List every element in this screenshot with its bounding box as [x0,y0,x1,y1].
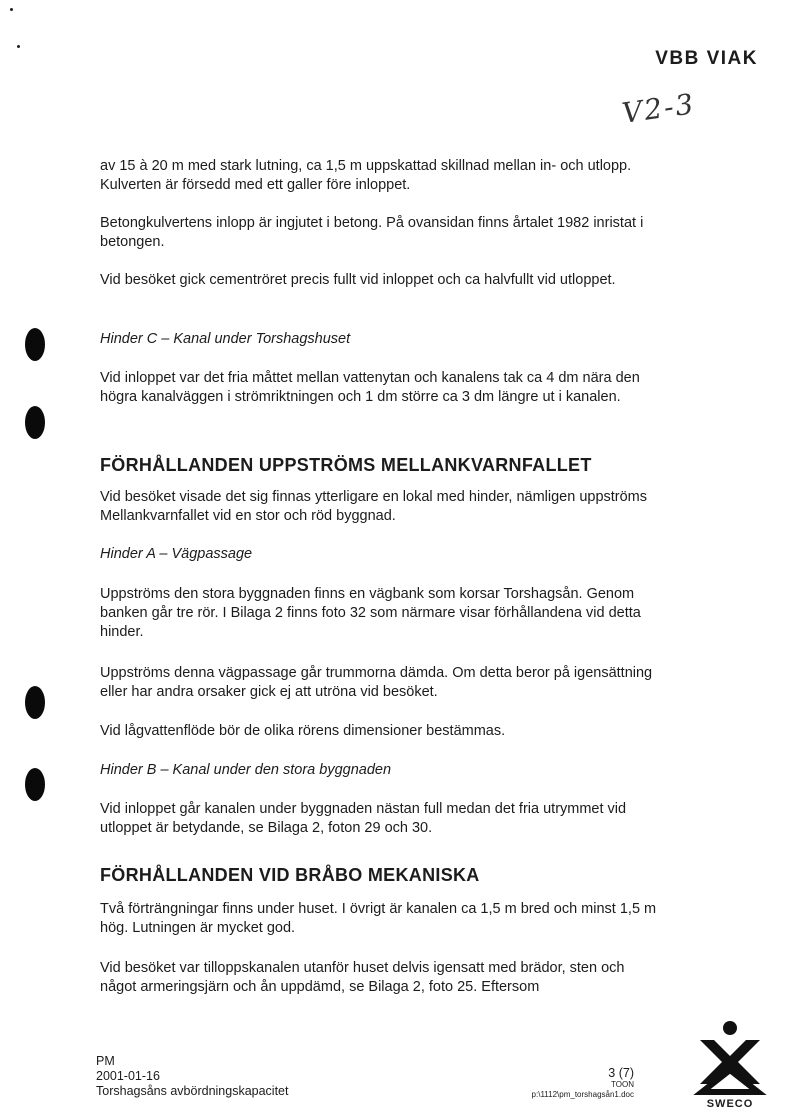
footer-metadata [96,1054,288,1099]
paragraph: Två förträngningar finns under huset. I övrigt är kanalen ca 1,5 m bred och minst 1,5 m hög. Lutningen är mycket god. [100,901,657,936]
paragraph: Betongkulvertens inlopp är ingjutet i betong. På ovansidan finns årtalet 1982 inristat i betongen. [100,215,644,250]
company-brand: VBB VIAK [655,48,758,69]
doc-date: 2001-01-16 [96,1069,160,1083]
paragraph: av 15 à 20 m med stark lutning, ca 1,5 m uppskattad skillnad mellan in- och utlopp. Kulverten är försedd med ett galler före inloppet. [100,158,632,193]
punch-hole [25,768,45,801]
footer-page-info [532,1066,634,1100]
doc-subject: Torshagsåns avbördningskapacitet [96,1084,289,1098]
paragraph: Vid lågvattenflöde bör de olika rörens dimensioner bestämmas. [100,723,506,739]
paragraph: Vid inloppet var det fria måttet mellan vattenytan och kanalens tak ca 4 dm nära den högra kanalväggen i strömriktningen och 1 dm större ca 3 dm längre ut i kanalen. [100,370,640,405]
file-path: p:\1112\pm_torshagsån1.doc [531,1090,634,1099]
section-heading: FÖRHÅLLANDEN UPPSTRÖMS MELLANKVARNFALLET [100,455,592,475]
handwritten-annotation: V2-3 [620,87,698,130]
sweco-logo-icon [692,1018,768,1096]
scan-speck [17,45,20,48]
punch-hole [25,328,45,361]
paragraph: Uppströms denna vägpassage går trummorna dämda. Om detta beror på igensättning eller har andra orsaker gick ej att utröna vid besöket. [100,665,653,700]
punch-hole [25,406,45,439]
section-heading: FÖRHÅLLANDEN VID BRÅBO MEKANISKA [100,865,480,885]
logo-text: SWECO [706,1098,754,1110]
sweco-logo [692,1018,768,1110]
body-text [100,0,660,1116]
paragraph: Vid inloppet går kanalen under byggnaden nästan full medan det fria utrymmet vid utloppet är betydande, se Bilaga 2, foton 29 och 30. [100,801,627,836]
punch-hole [25,686,45,719]
scan-speck [10,8,13,11]
subheading: Hinder A – Vägpassage [100,546,253,562]
paragraph: Uppströms den stora byggnaden finns en vägbank som korsar Torshagsån. Genom banken går tre rör. I Bilaga 2 finns foto 32 som närmare visar förhållandena vid detta hinder. [100,586,641,640]
paragraph: Vid besöket gick cementröret precis fullt vid inloppet och ca halvfullt vid utloppet. [100,272,616,288]
subheading: Hinder C – Kanal under Torshagshuset [100,331,351,347]
paragraph: Vid besöket var tilloppskanalen utanför huset delvis igensatt med brädor, sten och något armeringsjärn och ån uppdämd, se Bilaga 2, foto 25. Eftersom [100,960,625,995]
page-number: 3 (7) [608,1066,634,1080]
doc-type: PM [96,1054,115,1068]
author-code: TOON [611,1080,634,1089]
paragraph: Vid besöket visade det sig finnas ytterligare en lokal med hinder, nämligen uppströms Mellankvarnfallet vid en stor och röd byggnad. [100,489,648,524]
subheading: Hinder B – Kanal under den stora byggnaden [100,762,392,778]
